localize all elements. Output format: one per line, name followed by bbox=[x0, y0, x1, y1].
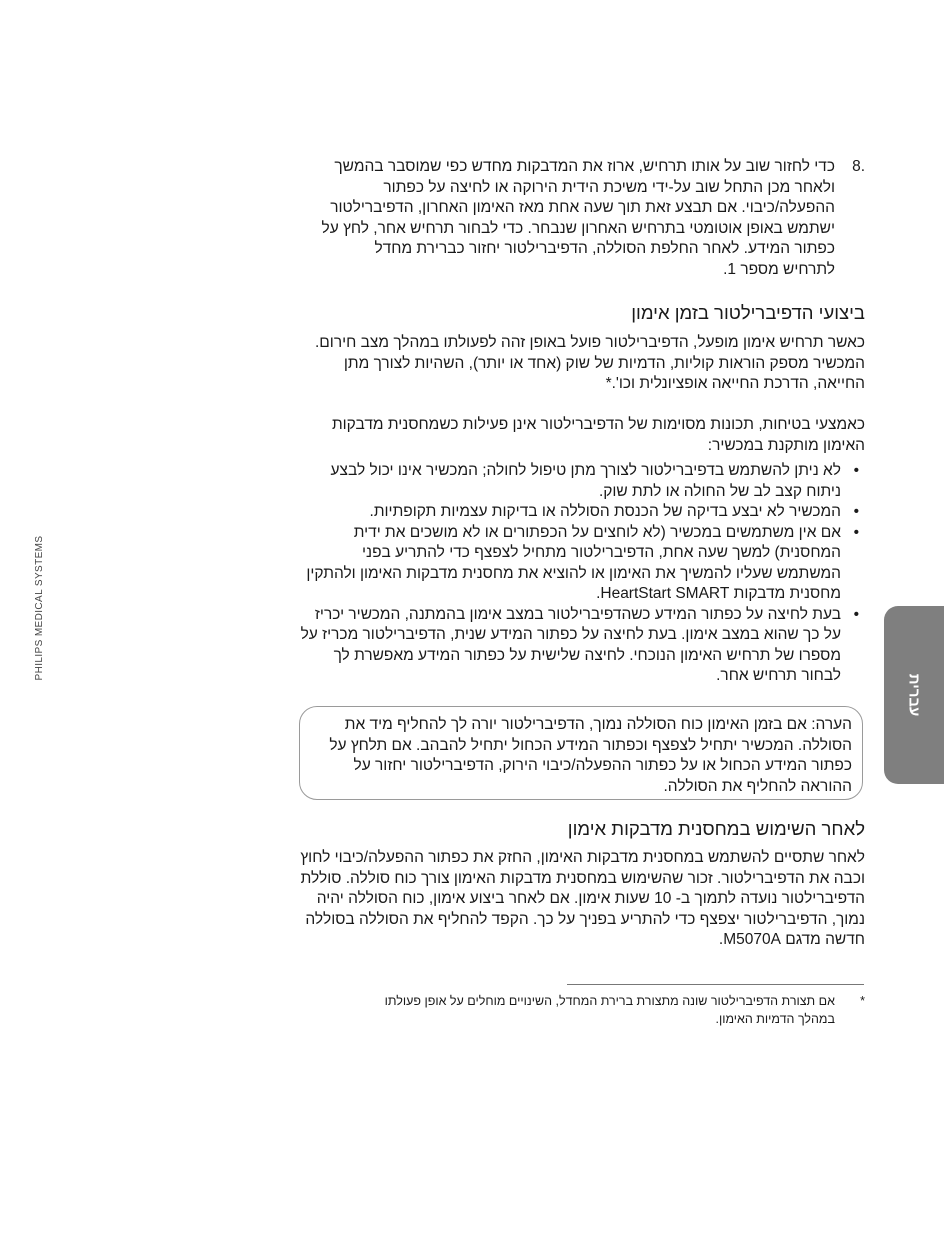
list-item-text: המכשיר לא יבצע בדיקה של הכנסת הסוללה או בדיקות עצמיות תקופתיות. bbox=[369, 503, 841, 520]
list-item-text: אם אין משתמשים במכשיר (לא לוחצים על הכפתורים או לא מושכים את ידית המחסנית) למשך שעה אחת, הדפיברילטור מתחיל לצפצף כדי להתריע בפני המשתמש שעליו להמשיך את האימון או להוציא את מחסנית מדבקות האימון ולהתקין מחסנית מדבקות HeartStart SMART. bbox=[306, 523, 841, 602]
list-item-text: בעת לחיצה על כפתור המידע כשהדפיברילטור במצב אימון בהמתנה, המכשיר יכריז על כך שהוא במצב אימון. בעת לחיצה על כפתור המידע שנית, הדפיברילטור מכריז על מספרו של תרחיש האימון הנוכחי. לחיצה שלישית על כפתור המידע מאפשרת לך לבחור תרחיש אחר. bbox=[300, 605, 841, 684]
section-heading-training-performance: ביצועי הדפיברילטור בזמן אימון bbox=[631, 302, 865, 323]
side-label-manufacturer: PHILIPS MEDICAL SYSTEMS bbox=[34, 535, 45, 681]
list-item bbox=[296, 502, 859, 523]
step-8-text: כדי לחזור שוב על אותו תרחיש, ארוז את המדבקות מחדש כפי שמוסבר בהמשך ולאחר מכן התחל שוב על-ידי משיכת הידית הירוקה או לחיצה על כפתור ההפעלה/כיבוי. אם תבצע זאת תוך שעה אחת מאז האימון האחרון, הדפיברילטור ישתמש באופן אוטומטי בתרחיש האחרון שנבחר. כדי לבחור תרחיש אחר, לחץ על כפתור המידע. לאחר החלפת הסוללה, הדפיברילטור יחזור כברירת מחדל לתרחיש מספר 1. bbox=[321, 158, 835, 278]
language-tab-label: עברית bbox=[905, 673, 923, 717]
footnote-divider bbox=[567, 984, 864, 985]
bullet: • bbox=[853, 462, 859, 479]
footnote bbox=[380, 992, 865, 1028]
bullet: • bbox=[853, 503, 859, 520]
footnote-symbol: * bbox=[860, 994, 865, 1008]
bullet: • bbox=[853, 605, 859, 623]
language-tab bbox=[884, 606, 944, 784]
list-item bbox=[296, 523, 859, 605]
step-number: .8 bbox=[852, 158, 865, 175]
step-8 bbox=[320, 157, 865, 280]
training-intro-paragraph: כאשר תרחיש אימון מופעל, הדפיברילטור פועל באופן זהה לפעולתו במהלך מצב חירום. המכשיר מספק הוראות קוליות, הדמיות של שוק (אחד או יותר), השהיות לצורך מתן החייאה, הדרכת החייאה אופציונלית וכו'.* bbox=[314, 334, 865, 392]
section-heading-after-use: לאחר השימוש במחסנית מדבקות אימון bbox=[567, 818, 865, 839]
list-item bbox=[296, 605, 859, 687]
footnote-text: אם תצורת הדפיברילטור שונה מתצורת ברירת המחדל, השינויים מוחלים על אופן פעולתו במהלך הדמיות האימון. bbox=[384, 994, 835, 1026]
bullet: • bbox=[853, 523, 859, 541]
note-box bbox=[299, 706, 863, 800]
safety-paragraph: כאמצעי בטיחות, תכונות מסוימות של הדפיברילטור אינן פעילות כשמחסנית מדבקות האימון מותקנת במכשיר: bbox=[331, 416, 865, 454]
after-use-paragraph: לאחר שתסיים להשתמש במחסנית מדבקות האימון, החזק את כפתור ההפעלה/כיבוי לחוץ וכבה את הדפיברילטור. זכור שהשימוש במחסנית מדבקות האימון צורך כוח סוללה. סוללת הדפיברילטור נועדה לתמוך ב- 10 שעות אימון. אם לאחר ביצוע אימון, כוח הסוללה יהיה נמוך, הדפיברילטור יצפצף כדי להתריע בפניך על כך. הקפד להחליף את הסוללה בסוללה חדשה מדגם M5070A. bbox=[300, 849, 865, 948]
list-item bbox=[296, 461, 859, 502]
disabled-features-list bbox=[296, 461, 859, 687]
note-text: הערה: אם בזמן האימון כוח הסוללה נמוך, הדפיברילטור יורה לך להחליף מיד את הסוללה. המכשיר יתחיל לצפצף וכפתור המידע הכחול יתחיל להבהב. אם תלחץ על כפתור המידע הכחול או על כפתור ההפעלה/כיבוי הירוק, הדפיברילטור יחזור על ההוראה להחליף את הסוללה. bbox=[329, 716, 852, 795]
list-item-text: לא ניתן להשתמש בדפיברילטור לצורך מתן טיפול לחולה; המכשיר אינו יכול לבצע ניתוח קצב לב של החולה או לתת שוק. bbox=[330, 462, 841, 500]
